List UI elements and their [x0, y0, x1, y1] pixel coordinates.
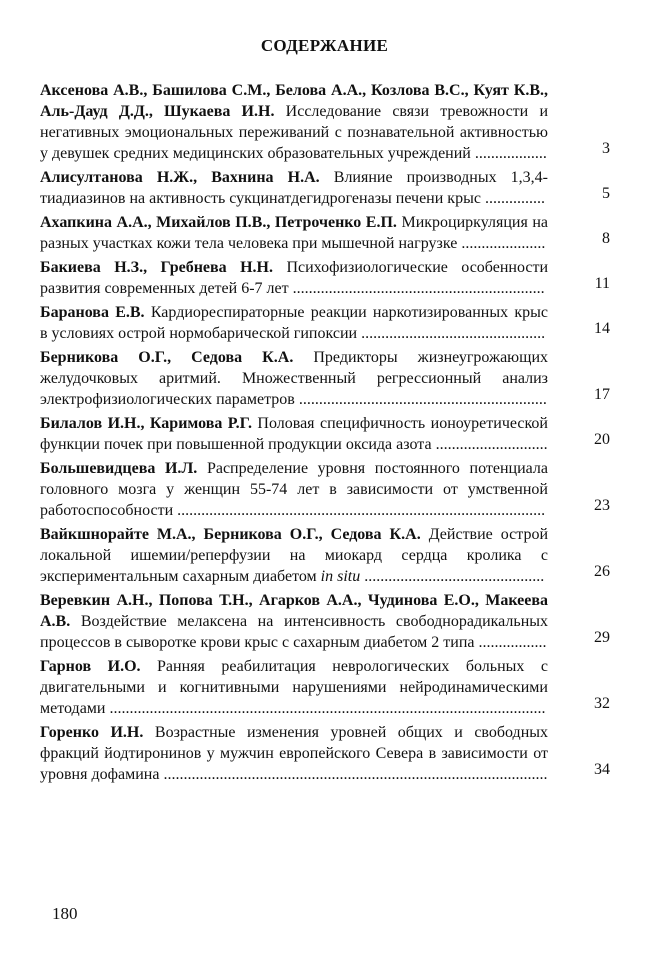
entry-authors: Билалов И.Н., Каримова Р.Г. — [40, 415, 252, 432]
toc-entry[interactable] — [40, 212, 618, 254]
entry-title: Половая специфичность ионоуретической функции почек при повышенной продукции оксида азота — [40, 415, 548, 453]
entry-title: Ранняя реабилитация неврологических больных с двигательными и когнитивными нарушениями нейродинамическими методами — [40, 658, 548, 717]
entry-page-number: 20 — [594, 431, 610, 448]
toc-entry[interactable] — [40, 524, 618, 587]
page-number: 180 — [52, 904, 78, 923]
toc-entry-text — [40, 257, 548, 299]
page-title: СОДЕРЖАНИЕ — [260, 36, 389, 55]
entry-title: Микроциркуляция на разных участках кожи тела человека при мышечной нагрузке — [40, 214, 548, 252]
entry-title: Действие острой локальной ишемии/реперфузии на миокард сердца кролика с экспериментальным сахарным диабетом — [40, 526, 548, 585]
dot-leader: ................. — [474, 634, 547, 651]
entry-authors: Аксенова А.В., Башилова С.М., Белова А.А., Козлова В.С., Куят К.В., Аль-Дауд Д.Д., Шукаева И.Н. — [40, 82, 548, 120]
dot-leader: ............................................. — [360, 568, 545, 585]
entry-authors: Вайкшнорайте М.А., Берникова О.Г., Седова К.А. — [40, 526, 421, 543]
entry-authors: Веревкин А.Н., Попова Т.Н., Агарков А.А., Чудинова Е.О., Макеева А.В. — [40, 592, 548, 630]
entry-title: Исследование связи тревожности и негативных эмоциональных переживаний с познавательной активностью у девушек средних медицинских образовательных учреждений — [40, 103, 548, 162]
entry-title: Воздействие мелаксена на интенсивность свободнорадикальных процессов в сыворотке крови крыс с сахарным диабетом 2 типа — [40, 613, 548, 651]
toc-entry-text — [40, 167, 548, 209]
entry-page-number: 8 — [602, 230, 610, 247]
entry-title: Предикторы жизнеугрожающих желудочковых аритмий. Множественный регрессионный анализ электрофизиологических параметров — [40, 349, 548, 408]
dot-leader: ............................................................................................................. — [105, 700, 546, 717]
entry-page-number: 23 — [594, 497, 610, 514]
entry-page-number: 17 — [594, 386, 610, 403]
toc-entry[interactable] — [40, 80, 618, 164]
entry-page-number: 32 — [594, 695, 610, 712]
toc-entry-text — [40, 590, 548, 653]
entry-page-number: 11 — [594, 275, 610, 292]
toc-entry-text — [40, 413, 548, 455]
entry-authors: Большевидцева И.Л. — [40, 460, 198, 477]
entry-authors: Алисултанова Н.Ж., Вахнина Н.А. — [40, 169, 320, 186]
dot-leader: ................................................................................................ — [159, 766, 548, 783]
entry-title: Кардиореспираторные реакции наркотизированных крыс в условиях острой нормобарической гипоксии — [40, 304, 548, 342]
dot-leader: ............... — [480, 190, 545, 207]
dot-leader: ............................................................... — [288, 280, 545, 297]
entry-authors: Бакиева Н.З., Гребнева Н.Н. — [40, 259, 273, 276]
toc-entry[interactable] — [40, 257, 618, 299]
entry-page-number: 3 — [602, 140, 610, 157]
dot-leader: ............................ — [431, 436, 548, 453]
entry-page-number: 34 — [594, 761, 610, 778]
toc-entry[interactable] — [40, 590, 618, 653]
entry-title: Возрастные изменения уровней общих и свободных фракций йодтиронинов у мужчин европейского Севера в зависимости от уровня дофамина — [40, 724, 548, 783]
toc-entry-text — [40, 212, 548, 254]
toc-entry-text — [40, 524, 548, 587]
entry-authors: Берникова О.Г., Седова К.А. — [40, 349, 294, 366]
toc-entry-text — [40, 302, 548, 344]
toc-entry-text — [40, 80, 548, 164]
entry-title: Распределение уровня постоянного потенциала головного мозга у женщин 55-74 лет в зависимости от умственной работоспособности — [40, 460, 548, 519]
toc-entry[interactable] — [40, 722, 618, 785]
entry-authors: Горенко И.Н. — [40, 724, 144, 741]
toc-entry[interactable] — [40, 458, 618, 521]
toc-entry[interactable] — [40, 167, 618, 209]
entry-title: Влияние производных 1,3,4-тиадиазинов на активность сукцинатдегидрогеназы печени крыс — [40, 169, 548, 207]
dot-leader: .............................................. — [357, 325, 546, 342]
entry-title-italic: in situ — [320, 568, 361, 585]
toc-entry[interactable] — [40, 413, 618, 455]
dot-leader: .................. — [470, 145, 547, 162]
toc-entry-text — [40, 722, 548, 785]
entry-authors: Гарнов И.О. — [40, 658, 141, 675]
toc-entry[interactable] — [40, 656, 618, 719]
toc-entry[interactable] — [40, 347, 618, 410]
entry-page-number: 14 — [594, 320, 610, 337]
dot-leader: ..................... — [457, 235, 546, 252]
entry-page-number: 26 — [594, 563, 610, 580]
entry-page-number: 29 — [594, 629, 610, 646]
entry-authors: Баранова Е.В. — [40, 304, 145, 321]
table-of-contents — [40, 80, 618, 788]
entry-page-number: 5 — [602, 185, 610, 202]
toc-entry[interactable] — [40, 302, 618, 344]
entry-authors: Ахапкина А.А., Михайлов П.В., Петроченко Е.П. — [40, 214, 397, 231]
entry-title: Психофизиологические особенности развития современных детей 6-7 лет — [40, 259, 548, 297]
toc-entry-text — [40, 656, 548, 719]
toc-entry-text — [40, 347, 548, 410]
dot-leader: .............................................................. — [294, 391, 547, 408]
toc-entry-text — [40, 458, 548, 521]
dot-leader: ............................................................................................ — [173, 502, 546, 519]
